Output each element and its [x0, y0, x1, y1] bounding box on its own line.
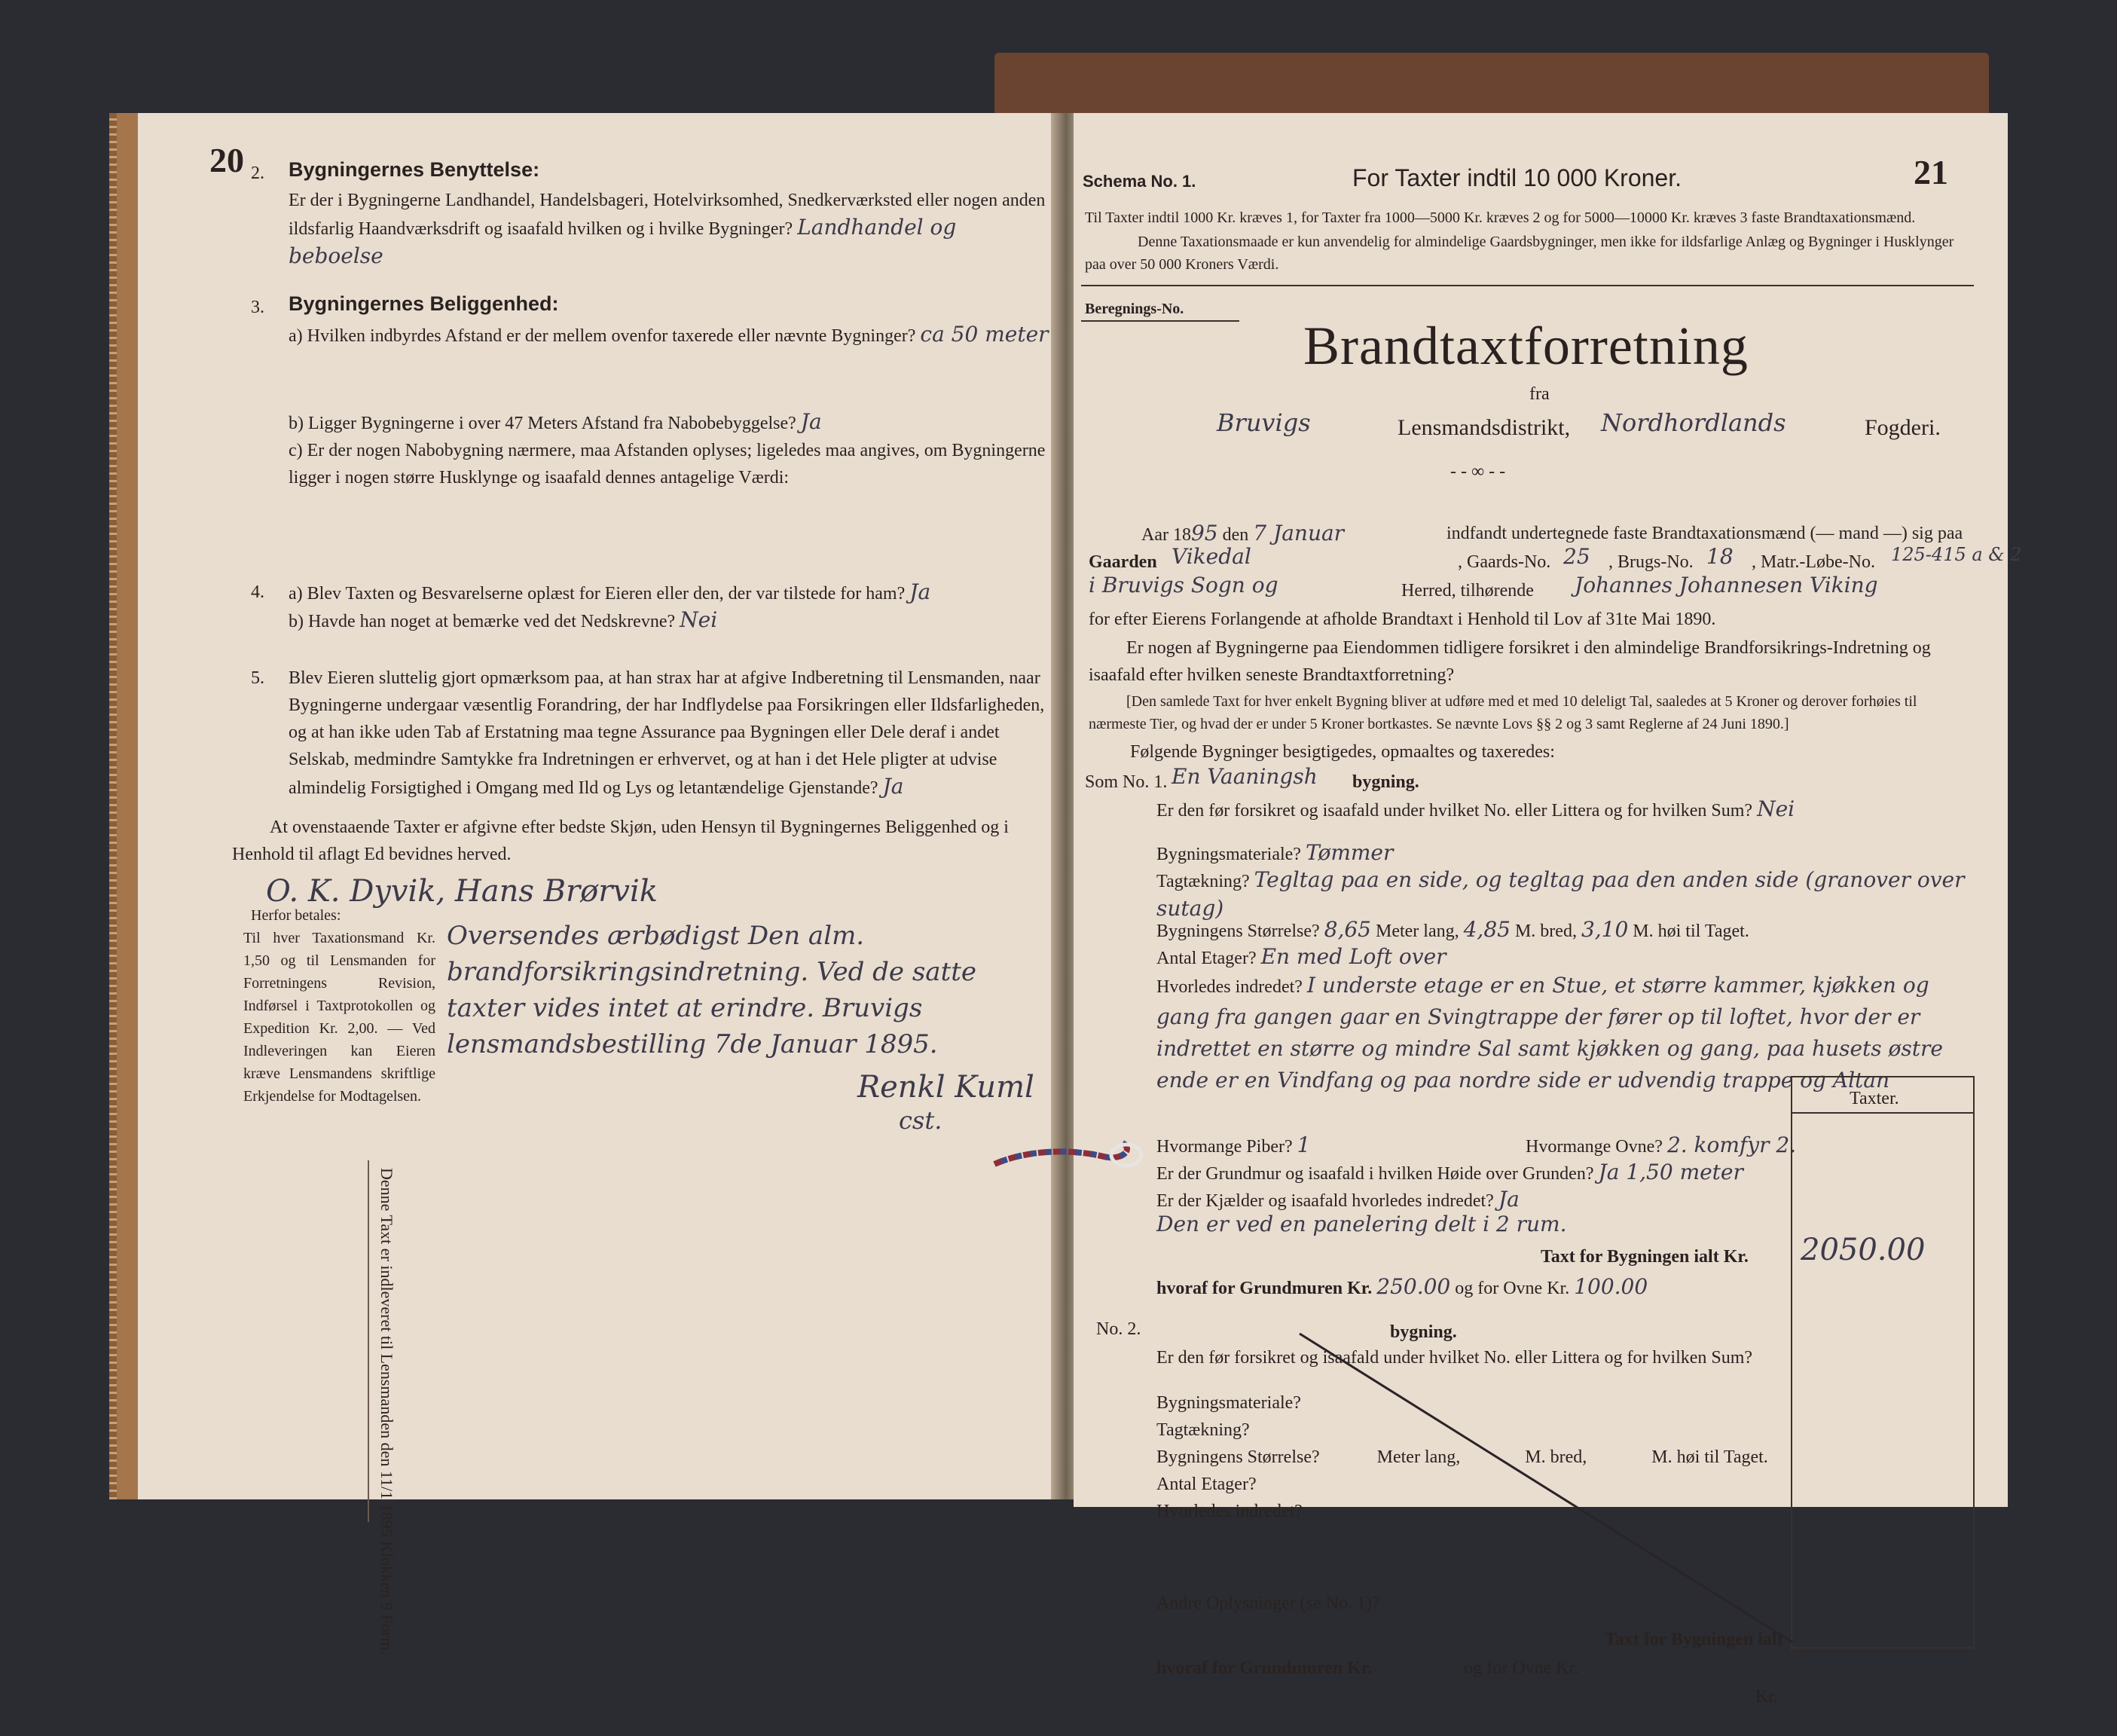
- gaarden-label: Gaarden: [1089, 552, 1157, 572]
- building-1-grundmur-kr: 250.00: [1376, 1274, 1451, 1299]
- building-1-kjaelder: Er der Kjælder og isaafald hvorledes indredet? Ja: [1156, 1187, 1520, 1212]
- binding-thread: [991, 1134, 1149, 1187]
- building-2-bygning: bygning.: [1390, 1322, 1457, 1342]
- building-1-grundmur-answer: Ja 1,50 meter: [1598, 1160, 1743, 1184]
- rounding-note: [Den samlede Taxt for hver enkelt Bygning bliver at udføre med et med 10 deleligt Tal, saaledes at 5 Kroner og derover forhøies til nærmeste Tier, og hvad der er under 5 Kroner bortkastes. Se nævnte Lovs §§ 2 og 3 samt Reglerne af 24 Juni 1890.]: [1089, 693, 1917, 732]
- building-2-strike-line: [1300, 1334, 1797, 1650]
- divider-ornament: - - ∞ - -: [1450, 462, 1506, 481]
- brugs-number-handwritten: 18: [1706, 544, 1734, 569]
- date-handwritten: 7 Januar: [1253, 521, 1345, 546]
- building-1-bygning: bygning.: [1352, 772, 1419, 792]
- gaards-number-handwritten: 25: [1563, 544, 1590, 569]
- section-3a-answer: ca 50 meter: [920, 322, 1049, 347]
- section-3-number: 3.: [251, 298, 264, 317]
- clerk-title: cst.: [899, 1106, 942, 1135]
- vertical-rule: [368, 1160, 369, 1522]
- building-2-storrelse: Bygningens Størrelse? Meter lang, M. bred, M. høi til Taget.: [1156, 1447, 1768, 1467]
- building-1-storrelse: Bygningens Størrelse? 8,65 Meter lang, 4,85 M. bred, 3,10 M. høi til Taget.: [1156, 917, 1749, 942]
- building-2-indredet: Hvorledes indredet?: [1156, 1502, 1303, 1521]
- sogn-handwritten: i Bruvigs Sogn og: [1089, 573, 1278, 598]
- gaards-number-label: , Gaards-No.: [1458, 552, 1551, 572]
- building-1-ovne: Hvormange Ovne? 2. komfyr 2.: [1526, 1132, 1797, 1157]
- forlangende-text: for efter Eierens Forlangende at afholde Brandtaxt i Henhold til Lov af 31te Mai 1890.: [1089, 610, 1716, 629]
- taxter-column: [1791, 1076, 1975, 1650]
- schema-label: Schema No. 1.: [1083, 172, 1196, 191]
- building-1-piber: Hvormange Piber? 1: [1156, 1132, 1311, 1157]
- taxter-bottom-rule: [1791, 1647, 1973, 1649]
- section-4-number: 4.: [251, 582, 264, 602]
- calc-number-label: Beregnings-No.: [1085, 301, 1184, 317]
- section-4a-question: a) Blev Taxten og Besvarelserne oplæst for Eieren eller den, der var tilstede for ham? Ja: [289, 579, 931, 604]
- calc-number-rule: [1081, 320, 1239, 322]
- date-line: Aar 1895 den 7 Januar: [1141, 521, 1345, 546]
- fogderi-label: Fogderi.: [1865, 415, 1941, 440]
- building-1-ovne-kr: 100.00: [1574, 1274, 1648, 1299]
- section-3-heading: Bygningernes Beliggenhed:: [289, 292, 559, 315]
- building-2-taxt-label: Taxt for Bygningen ialt: [1605, 1630, 1783, 1649]
- building-1-grundmur: Er der Grundmur og isaafald i hvilken Høide over Grunden? Ja 1,50 meter: [1156, 1160, 1743, 1184]
- building-1-taxt-value: 2050.00: [1801, 1233, 1926, 1267]
- section-3b-question: b) Ligger Bygningerne i over 47 Meters Afstand fra Nabobebyggelse? Ja: [289, 409, 822, 434]
- taxter-header-rule: [1791, 1112, 1973, 1114]
- building-1-height: 3,10: [1581, 917, 1629, 942]
- header-rule: [1081, 285, 1974, 286]
- building-1-etager-answer: En med Loft over: [1260, 944, 1446, 969]
- limit-title: For Taxter indtil 10 000 Kroner.: [1352, 164, 1682, 191]
- section-2-number: 2.: [251, 164, 264, 183]
- building-1-piber-answer: 1: [1297, 1132, 1311, 1157]
- building-1-materiale-answer: Tømmer: [1305, 840, 1394, 865]
- building-1-taxt-label: Taxt for Bygningen ialt Kr.: [1541, 1247, 1749, 1267]
- intro-line-1: Til Taxter indtil 1000 Kr. kræves 1, for Taxter fra 1000—5000 Kr. kræves 2 og for 5000—10000 Kr. kræves 3 faste Brandtaxationsmænd.: [1085, 209, 1916, 226]
- matr-number-handwritten: 125-415 a & 2: [1891, 544, 2022, 565]
- folgende-text: Følgende Bygninger besigtigedes, opmaaltes og taxeredes:: [1130, 742, 1555, 762]
- building-1-materiale: Bygningsmateriale? Tømmer: [1156, 840, 1394, 865]
- gaarden-handwritten: Vikedal: [1172, 544, 1251, 569]
- building-1-ovne-answer: 2. komfyr 2.: [1666, 1132, 1797, 1157]
- fees-heading: Herfor betales:: [251, 907, 341, 924]
- district-handwritten: Bruvigs: [1217, 408, 1311, 437]
- vertical-delivery-note: Denne Taxt er indleveret til Lensmanden den 11/1 1895 Klokken 9 Form.: [377, 1168, 396, 1655]
- building-1-hvoraf: hvoraf for Grundmuren Kr. 250.00 og for Ovne Kr. 100.00: [1156, 1274, 1648, 1299]
- section-3b-answer: Ja: [800, 409, 822, 434]
- oath-text: At ovenstaaende Taxter er afgivne efter bedste Skjøn, uden Hensyn til Bygningernes Beliggenhed og i Henhold til aflagt Ed bevidnes herved.: [232, 818, 1009, 864]
- section-2-question: Er der i Bygningerne Landhandel, Handelsbageri, Hotelvirksomhed, Snedkerværksted eller nogen anden ildsfarlig Haandværksdrift og isaafald hvilken og i hvilke Bygninger? Landhandel og beboelse: [289, 191, 1046, 268]
- section-4a-answer: Ja: [909, 579, 931, 604]
- lensmand-label: Lensmandsdistrikt,: [1398, 415, 1571, 440]
- document-title: Brandtaxtforretning: [1303, 316, 1749, 376]
- building-2-tag: Tagtækning?: [1156, 1420, 1250, 1440]
- page-number-left: 20: [209, 141, 244, 179]
- building-1-label: Som No. 1.: [1085, 772, 1168, 792]
- building-1-indredet-answer: I underste etage er en Stue, et større kammer, kjøkken og gang fra gangen gaar en Svingtrappe der fører op til loftet, hvor der er indrettet en større og mindre Sal samt kjøkken og gang, paa husets østre ende er en Vindfang og paa nordre side er udvendig trappe og Altan: [1156, 973, 1943, 1093]
- building-2-kr: Kr.: [1755, 1687, 1778, 1707]
- right-page: [1074, 113, 2022, 1707]
- section-4b-question: b) Havde han noget at bemærke ved det Nedskrevne? Nei: [289, 607, 718, 632]
- indfandt-text: indfandt undertegnede faste Brandtaxationsmænd (— mand —) sig paa: [1446, 524, 1963, 543]
- section-2-heading: Bygningernes Benyttelse:: [289, 158, 540, 181]
- building-2-etager: Antal Etager?: [1156, 1475, 1257, 1494]
- section-5-number: 5.: [251, 668, 264, 688]
- title-fra: fra: [1529, 384, 1550, 404]
- building-1-kjaelder-answer: Ja: [1498, 1187, 1520, 1212]
- building-2-materiale: Bygningsmateriale?: [1156, 1393, 1301, 1413]
- building-1-name: En Vaaningsh: [1172, 764, 1318, 789]
- intro-line-2: Denne Taxationsmaade er kun anvendelig for almindelige Gaardsbygninger, men ikke for ildsfarlige Anlæg og Bygninger i Husklynger paa over 50 000 Kroners Værdi.: [1085, 234, 1954, 273]
- matr-number-label: , Matr.-Løbe-No.: [1752, 552, 1875, 572]
- building-2-andre: Andre Oplysninger (se No. 1)?: [1156, 1594, 1380, 1613]
- building-1-forsikret-answer: Nei: [1757, 796, 1795, 821]
- brugs-number-label: , Brugs-No.: [1608, 552, 1694, 572]
- fees-text: Til hver Taxationsmand Kr. 1,50 og til Lensmanden for Forretningens Revision, Indførsel i Taxtprotokollen og Expedition Kr. 2,00. — Ved Indleveringen kan Eieren kræve Lensmandens skriftlige Erkjendelse for Modtagelsen.: [243, 930, 435, 1105]
- clerk-signature: Renkl Kuml: [857, 1070, 1034, 1105]
- building-1-kjaelder-detail: Den er ved en panelering delt i 2 rum.: [1156, 1212, 1567, 1236]
- assessor-signatures: O. K. Dyvik, Hans Brørvik: [266, 874, 658, 909]
- section-4b-answer: Nei: [680, 607, 718, 632]
- tidligere-question: Er nogen af Bygningerne paa Eiendommen tidligere forsikret i den almindelige Brandforsikrings-Indretning og isaafald efter hvilken seneste Brandtaxtforretning?: [1089, 638, 1931, 685]
- building-1-etager: Antal Etager? En med Loft over: [1156, 944, 1446, 969]
- building-2-hvoraf: hvoraf for Grundmuren Kr. og for Ovne Kr.: [1156, 1658, 1579, 1678]
- building-1-forsikret: Er den før forsikret og isaafald under hvilket No. eller Littera og for hvilken Sum? Nei: [1156, 796, 1795, 821]
- owner-handwritten: Johannes Johannesen Viking: [1575, 573, 1878, 598]
- handwritten-note: Oversendes ærbødigst Den alm. brandforsikringsindretning. Ved de satte taxter vides intet at erindre. Bruvigs lensmandsbestilling 7de Januar 1895.: [447, 921, 977, 1059]
- section-3a-question: a) Hvilken indbyrdes Afstand er der mellem ovenfor taxerede eller nævnte Bygninger? ca 50 meter: [289, 322, 1049, 347]
- taxter-header: Taxter.: [1850, 1089, 1899, 1108]
- building-1-width: 4,85: [1463, 917, 1511, 942]
- building-1-tag: Tagtækning? Tegltag paa en side, og tegltag paa den anden side (granover over sutag): [1156, 867, 1965, 921]
- building-1-length: 8,65: [1324, 917, 1371, 942]
- section-5-answer: Ja: [882, 774, 904, 799]
- left-page: [117, 113, 1076, 1655]
- building-2-label: No. 2.: [1096, 1319, 1141, 1339]
- section-2-answer: Landhandel og beboelse: [289, 215, 957, 268]
- year-handwritten: 95: [1190, 521, 1218, 546]
- page-number-right: 21: [1914, 153, 1948, 191]
- fogderi-handwritten: Nordhordlands: [1601, 408, 1786, 437]
- building-1-indredet: Hvorledes indredet? I underste etage er en Stue, et større kammer, kjøkken og gang fra gangen gaar en Svingtrappe der fører op til loftet, hvor der er indrettet en større og mindre Sal samt kjøkken og gang, paa husets østre ende er en Vindfang og paa nordre side er udvendig trappe og Altan: [1156, 973, 1943, 1093]
- building-1-tag-answer: Tegltag paa en side, og tegltag paa den anden side (granover over sutag): [1156, 867, 1965, 921]
- section-3c-question: c) Er der nogen Nabobygning nærmere, maa Afstanden oplyses; ligeledes maa angives, om Bygningerne ligger i nogen større Husklynge og isaafald dennes antagelige Værdi:: [289, 441, 1046, 487]
- herred-label: Herred, tilhørende: [1401, 581, 1534, 601]
- section-5-text: Blev Eieren sluttelig gjort opmærksom paa, at han strax har at afgive Indberetning til Lensmanden, naar Bygningerne undergaar væsentlig Forandring, der har Indflydelse paa Forsikringen eller Ildsfarligheden, og at han ikke uden Tab af Erstatning maa tegne Assurance paa Bygningen eller Dele deraf i andet Selskab, medmindre Samtykke fra Indretningen er erhvervet, og at han i det Hele pligter at udvise almindelig Forsigtighed i Omgang med Ild og Lys og letantændelige Gjenstande? Ja: [289, 668, 1045, 799]
- building-2-forsikret: Er den før forsikret og isaafald under hvilket No. eller Littera og for hvilken Sum?: [1156, 1348, 1753, 1368]
